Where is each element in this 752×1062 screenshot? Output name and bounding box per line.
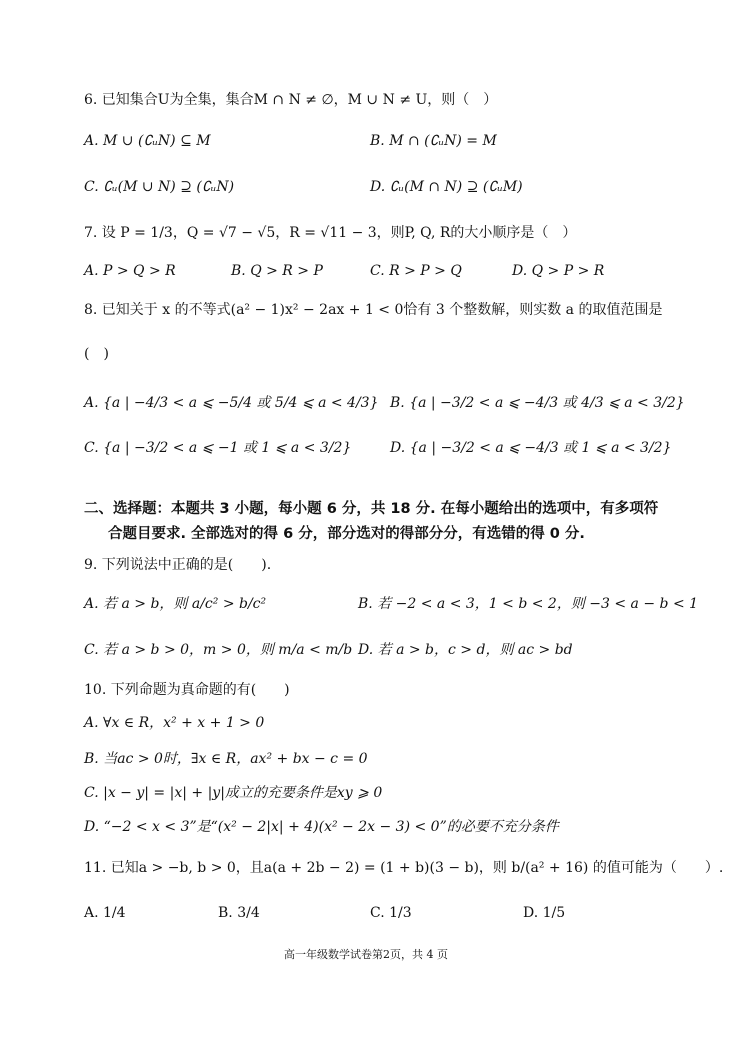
q6-option-d: D. ∁ᵤ(M ∩ N) ⊇ (∁ᵤM) [370, 179, 523, 195]
q8-stem: 8. 已知关于 x 的不等式(a² − 1)x² − 2ax + 1 < 0恰有 3 个整数解，则实数 a 的取值范围是 [84, 302, 663, 318]
q10-option-d: D. “−2 < x < 3”是“(x² − 2|x| + 4)(x² − 2x − 3) < 0”的必要不充分条件 [84, 819, 559, 835]
q11-option-a: A. 1/4 [84, 905, 126, 921]
q6-option-a: A. M ∪ (∁ᵤN) ⊆ M [84, 133, 211, 149]
q11-option-b: B. 3/4 [218, 905, 260, 921]
q7-stem: 7. 设 P = 1/3，Q = √7 − √5，R = √11 − 3，则P, Q, R的大小顺序是（ ） [84, 225, 577, 241]
q11-option-c: C. 1/3 [370, 905, 412, 921]
q7-option-d: D. Q > P > R [512, 263, 605, 279]
section-2-heading: 二、选择题：本题共 3 小题，每小题 6 分，共 18 分. 在每小题给出的选项中，有多项符 [84, 501, 659, 517]
q9-option-b: B. 若 −2 < a < 3，1 < b < 2，则 −3 < a − b < 1 [358, 596, 699, 612]
q8-option-a: A. {a | −4/3 < a ⩽ −5/4 或 5/4 ⩽ a < 4/3} [84, 395, 379, 411]
q8-option-d: D. {a | −3/2 < a ⩽ −4/3 或 1 ⩽ a < 3/2} [390, 440, 672, 456]
q9-stem: 9. 下列说法中正确的是( ). [84, 557, 272, 573]
q10-option-b: B. 当ac > 0时，∃x ∈ R，ax² + bx − c = 0 [84, 751, 368, 767]
section-2-instructions: 合题目要求. 全部选对的得 6 分，部分选对的得部分分，有选错的得 0 分. [108, 526, 585, 542]
q10-option-a: A. ∀x ∈ R，x² + x + 1 > 0 [84, 715, 265, 731]
q7-option-a: A. P > Q > R [84, 263, 176, 279]
q8-option-c: C. {a | −3/2 < a ⩽ −1 或 1 ⩽ a < 3/2} [84, 440, 352, 456]
q9-option-c: C. 若 a > b > 0，m > 0，则 m/a < m/b [84, 642, 353, 658]
q11-option-d: D. 1/5 [523, 905, 566, 921]
q10-stem: 10. 下列命题为真命题的有( ) [84, 682, 290, 698]
q10-option-c: C. |x − y| = |x| + |y|成立的充要条件是xy ⩾ 0 [84, 785, 383, 801]
q8-answer-paren: ( ) [84, 346, 109, 362]
q9-option-d: D. 若 a > b，c > d，则 ac > bd [358, 642, 573, 658]
q8-option-b: B. {a | −3/2 < a ⩽ −4/3 或 4/3 ⩽ a < 3/2} [390, 395, 685, 411]
q9-option-a: A. 若 a > b，则 a/c² > b/c² [84, 596, 267, 612]
q11-stem: 11. 已知a > −b, b > 0，且a(a + 2b − 2) = (1 + b)(3 − b)，则 b/(a² + 16) 的值可能为（ ）. [84, 860, 724, 876]
q6-option-b: B. M ∩ (∁ᵤN) = M [370, 133, 497, 149]
q6-option-c: C. ∁ᵤ(M ∪ N) ⊇ (∁ᵤN) [84, 179, 235, 195]
q6-stem: 6. 已知集合U为全集，集合M ∩ N ≠ ∅，M ∪ N ≠ U，则（ ） [84, 92, 498, 108]
q7-option-c: C. R > P > Q [370, 263, 462, 279]
page-footer: 高一年级数学试卷第2页，共 4 页 [284, 948, 448, 961]
q7-option-b: B. Q > R > P [231, 263, 323, 279]
